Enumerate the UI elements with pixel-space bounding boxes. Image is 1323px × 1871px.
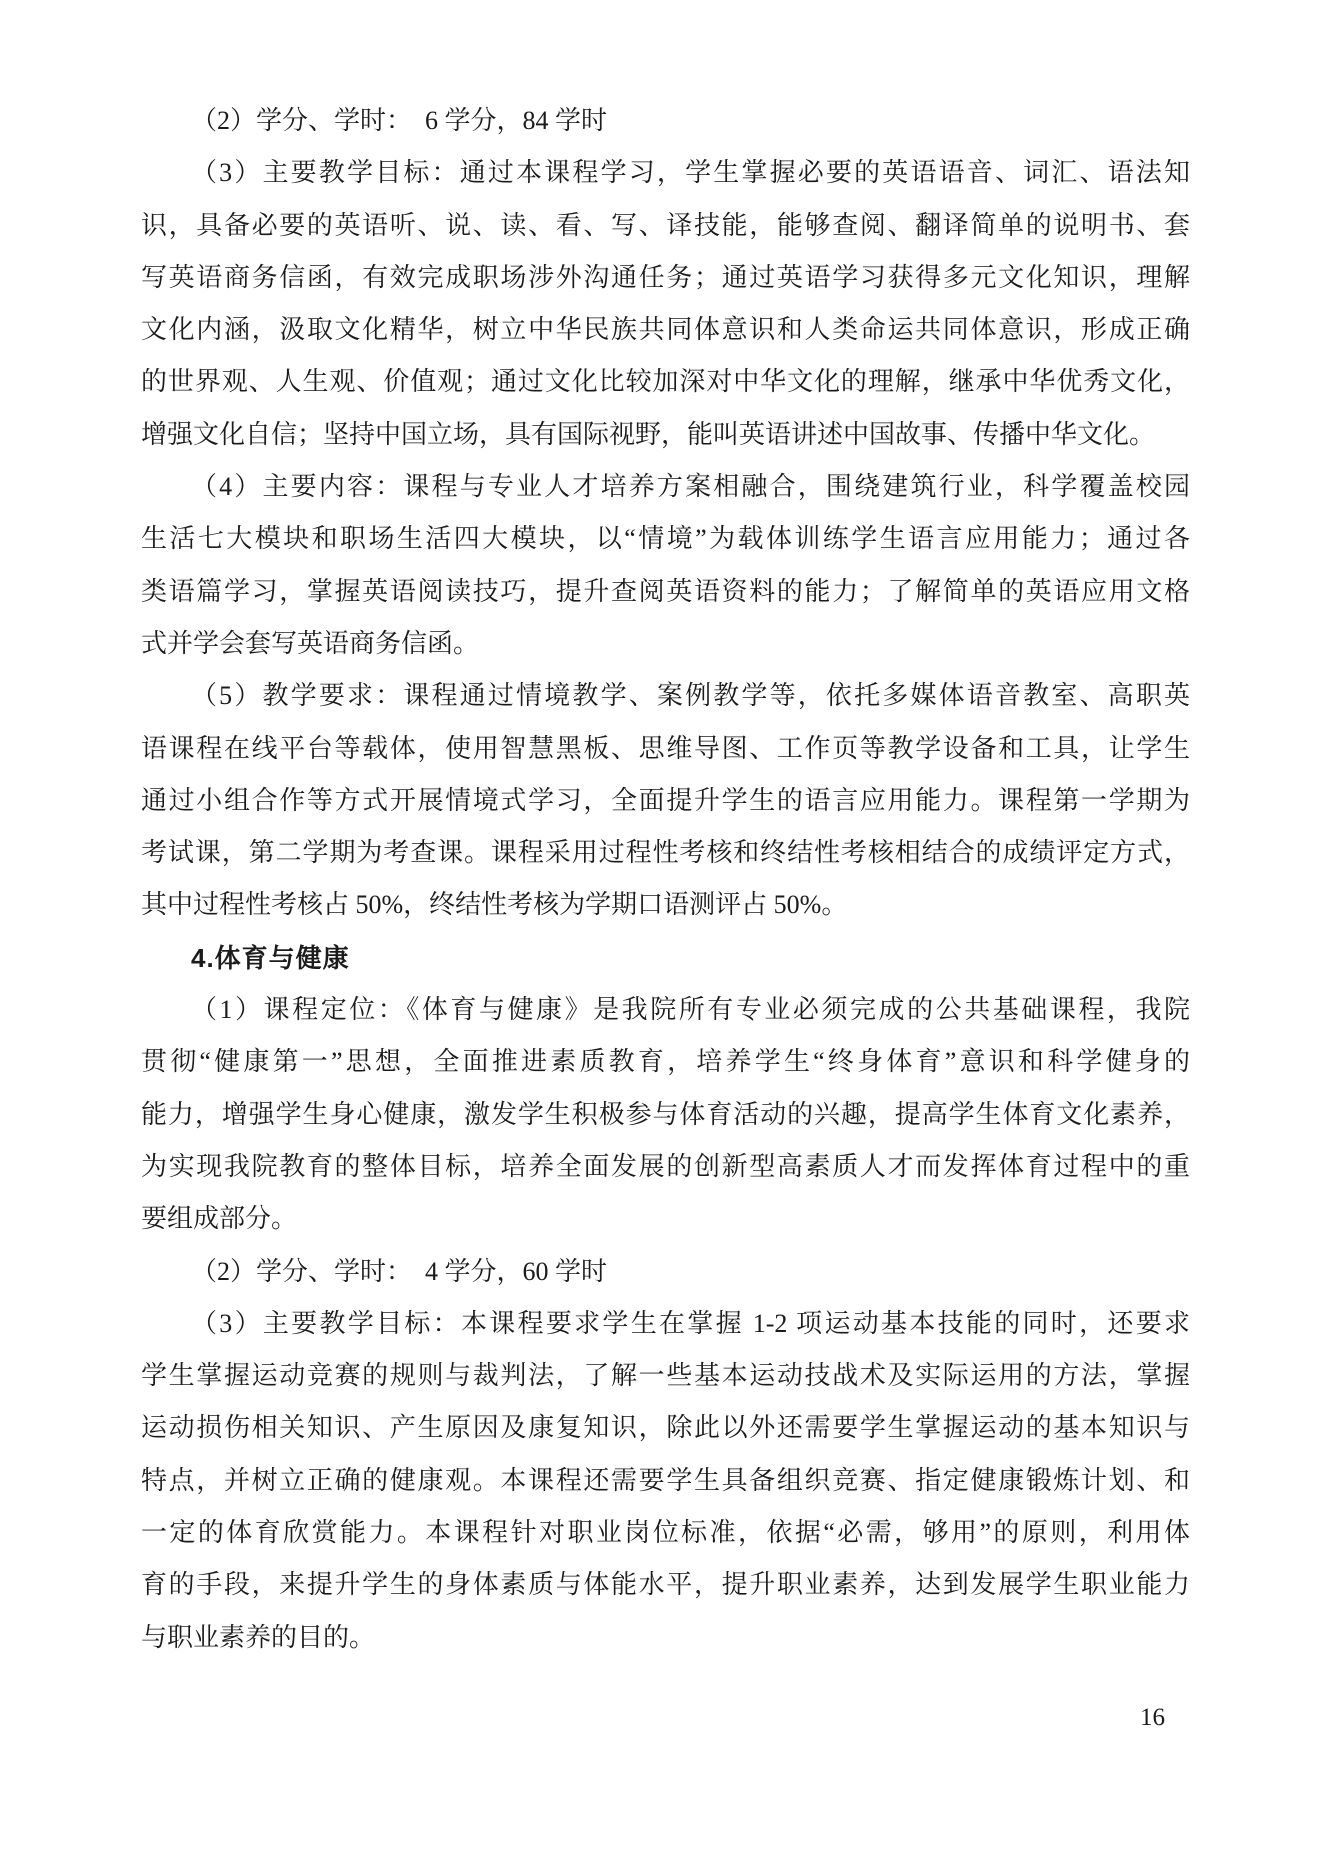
text-line: 式并学会套写英语商务信函。 <box>141 628 480 658</box>
text-line: 与职业素养的目的。 <box>141 1622 376 1652</box>
text-line: 其中过程性考核占 50%，终结性考核为学期口语测评占 50%。 <box>141 890 848 920</box>
line-main-content-english: （4）主要内容：课程与专业人才培养方案相融合，围绕建筑行业，科学覆盖校园 <box>191 472 1190 502</box>
text-line: 通过小组合作等方式开展情境式学习，全面提升学生的语言应用能力。课程第一学期为 <box>141 785 1190 815</box>
text-block <box>141 95 1190 1664</box>
text-line: 文化内涵，汲取文化精华，树立中华民族共同体意识和人类命运共同体意识，形成正确 <box>141 315 1190 345</box>
line-credits-pe: （2）学分、学时： 4 学分，60 学时 <box>191 1256 608 1286</box>
line-course-positioning-pe: （1）课程定位：《体育与健康》是我院所有专业必须完成的公共基础课程，我院 <box>191 995 1190 1025</box>
text-line: 的世界观、人生观、价值观；通过文化比较加深对中华文化的理解，继承中华优秀文化， <box>141 367 1190 397</box>
text-line: 写英语商务信函，有效完成职场涉外沟通任务；通过英语学习获得多元文化知识，理解 <box>141 262 1190 292</box>
text-line: 育的手段，来提升学生的身体素质与体能水平，提升职业素养，达到发展学生职业能力 <box>141 1570 1190 1600</box>
text-line: 贯彻“健康第一”思想，全面推进素质教育，培养学生“终身体育”意识和科学健身的 <box>141 1047 1190 1077</box>
text-line: 类语篇学习，掌握英语阅读技巧，提升查阅英语资料的能力；了解简单的英语应用文格 <box>141 576 1190 606</box>
text-line: 增强文化自信；坚持中国立场，具有国际视野，能叫英语讲述中国故事、传播中华文化。 <box>141 419 1156 449</box>
text-line: 考试课，第二学期为考查课。课程采用过程性考核和终结性考核相结合的成绩评定方式， <box>141 838 1190 868</box>
text-line: 识，具备必要的英语听、说、读、看、写、译技能，能够查阅、翻译简单的说明书、套 <box>141 210 1190 240</box>
text-line: 生活七大模块和职场生活四大模块，以“情境”为载体训练学生语言应用能力；通过各 <box>141 524 1190 554</box>
text-line: 要组成部分。 <box>141 1204 298 1234</box>
text-line: 一定的体育欣赏能力。本课程针对职业岗位标准，依据“必需，够用”的原则，利用体 <box>141 1518 1190 1548</box>
text-line: 语课程在线平台等载体，使用智慧黑板、思维导图、工作页等教学设备和工具，让学生 <box>141 733 1190 763</box>
text-line: 学生掌握运动竞赛的规则与裁判法，了解一些基本运动技战术及实际运用的方法，掌握 <box>141 1361 1190 1391</box>
text-line: 能力，增强学生身心健康，激发学生积极参与体育活动的兴趣，提高学生体育文化素养， <box>141 1099 1190 1129</box>
line-teaching-goals-pe: （3）主要教学目标：本课程要求学生在掌握 1-2 项运动基本技能的同时，还要求 <box>191 1308 1190 1338</box>
text-line: 运动损伤相关知识、产生原因及康复知识，除此以外还需要学生掌握运动的基本知识与 <box>141 1413 1190 1443</box>
text-line: 特点，并树立正确的健康观。本课程还需要学生具备组织竞赛、指定健康锻炼计划、和 <box>141 1465 1190 1495</box>
section-heading-pe-health: 4.体育与健康 <box>191 942 350 973</box>
line-teaching-goals-english: （3）主要教学目标：通过本课程学习，学生掌握必要的英语语音、词汇、语法知 <box>191 158 1190 188</box>
line-credits-english: （2）学分、学时： 6 学分，84 学时 <box>191 106 608 135</box>
page-number: 16 <box>1140 1704 1165 1731</box>
line-teaching-requirements-english: （5）教学要求：课程通过情境教学、案例教学等，依托多媒体语音教室、高职英 <box>191 681 1190 711</box>
text-line: 为实现我院教育的整体目标，培养全面发展的创新型高素质人才而发挥体育过程中的重 <box>141 1151 1190 1181</box>
